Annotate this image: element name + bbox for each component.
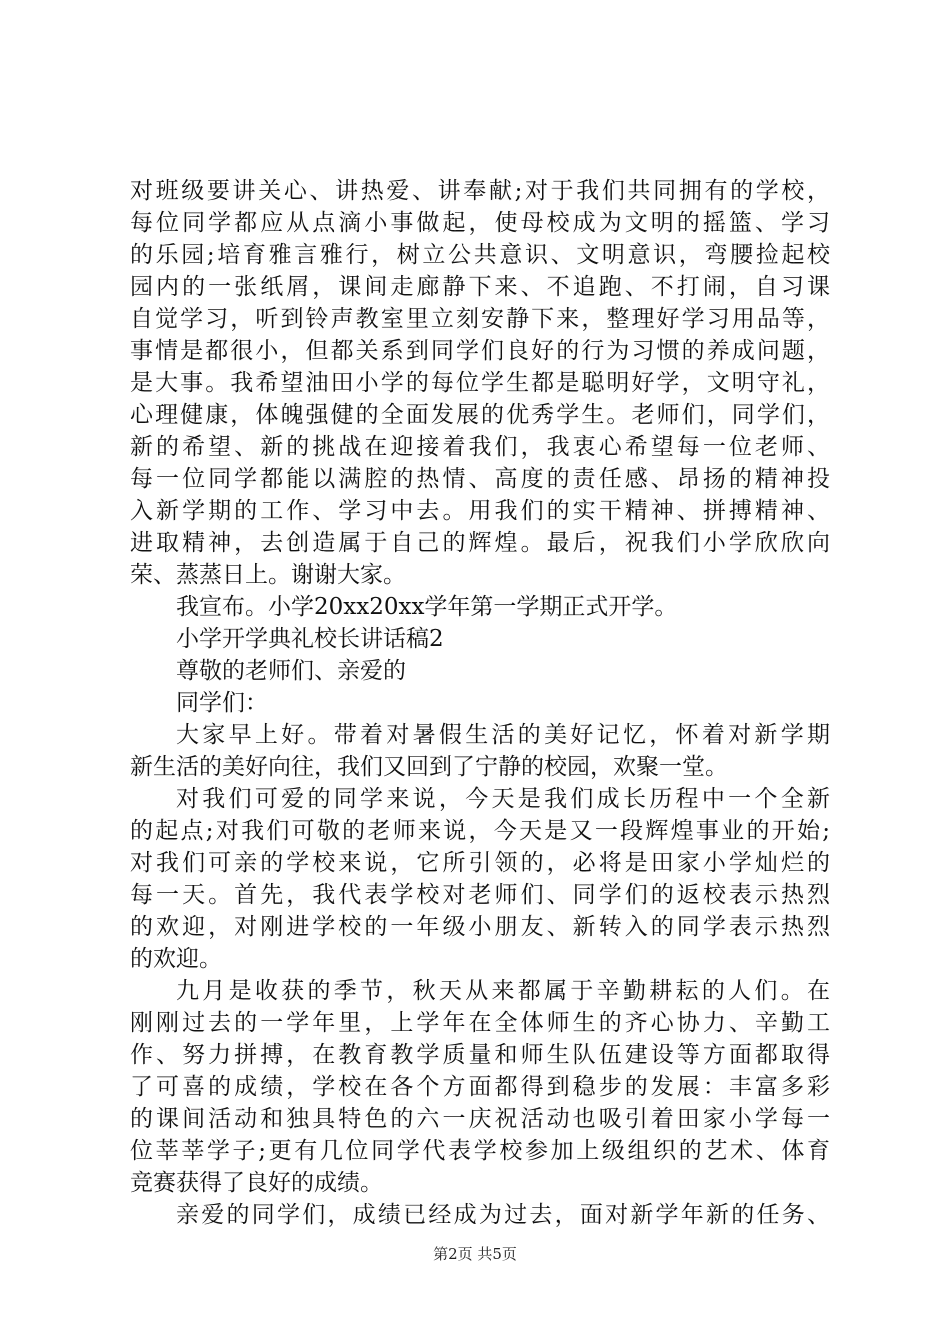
text-line: 是大事。我希望油田小学的每位学生都是聪明好学，文明守礼，: [130, 370, 830, 396]
text-line: 对班级要讲关心、讲热爱、讲奉献;对于我们共同拥有的学校，: [130, 178, 830, 204]
text-line: 进取精神，去创造属于自己的辉煌。最后，祝我们小学欣欣向: [130, 530, 830, 556]
page-footer: 第2页 共5页: [433, 1245, 517, 1263]
text-line: 的课间活动和独具特色的六一庆祝活动也吸引着田家小学每一: [130, 1106, 830, 1132]
text-line: 的乐园;培育雅言雅行，树立公共意识、文明意识，弯腰捡起校: [130, 242, 830, 268]
text-line: 的欢迎。: [130, 946, 222, 972]
text-line: 位莘莘学子;更有几位同学代表学校参加上级组织的艺术、体育: [130, 1138, 830, 1164]
text-line: 事情是都很小，但都关系到同学们良好的行为习惯的养成问题，: [130, 338, 830, 364]
text-line: 大家早上好。带着对暑假生活的美好记忆，怀着对新学期: [176, 722, 830, 748]
text-line: 每位同学都应从点滴小事做起，使母校成为文明的摇篮、学习: [130, 210, 830, 236]
text-line: 入新学期的工作、学习中去。用我们的实干精神、拼搏精神、: [130, 498, 830, 524]
text-line: 新的希望、新的挑战在迎接着我们，我衷心希望每一位老师、: [130, 434, 830, 460]
text-line: 了可喜的成绩，学校在各个方面都得到稳步的发展：丰富多彩: [130, 1074, 830, 1100]
text-line: 对我们可爱的同学来说，今天是我们成长历程中一个全新: [176, 786, 830, 812]
text-line: 新生活的美好向往，我们又回到了宁静的校园，欢聚一堂。: [130, 754, 728, 780]
text-line: 小学开学典礼校长讲话稿2: [176, 626, 444, 652]
text-line: 刚刚过去的一学年里，上学年在全体师生的齐心协力、辛勤工: [130, 1010, 830, 1036]
text-line: 每一天。首先，我代表学校对老师们、同学们的返校表示热烈: [130, 882, 830, 908]
text-line: 每一位同学都能以满腔的热情、高度的责任感、昂扬的精神投: [130, 466, 830, 492]
text-line: 竞赛获得了良好的成绩。: [130, 1170, 383, 1196]
text-line: 亲爱的同学们，成绩已经成为过去，面对新学年新的任务、: [176, 1202, 830, 1228]
text-line: 心理健康，体魄强健的全面发展的优秀学生。老师们，同学们，: [130, 402, 830, 428]
body-text: [130, 175, 830, 1231]
text-line: 尊敬的老师们、亲爱的: [176, 658, 406, 684]
text-line: 作、努力拼搏，在教育教学质量和师生队伍建设等方面都取得: [130, 1042, 830, 1068]
text-line: 的欢迎，对刚进学校的一年级小朋友、新转入的同学表示热烈: [130, 914, 830, 940]
text-line: 九月是收获的季节，秋天从来都属于辛勤耕耘的人们。在: [176, 978, 830, 1004]
text-line: 对我们可亲的学校来说，它所引领的，必将是田家小学灿烂的: [130, 850, 830, 876]
text-line: 自觉学习，听到铃声教室里立刻安静下来，整理好学习用品等，: [130, 306, 830, 332]
text-line: 同学们：: [176, 690, 268, 716]
text-line: 荣、蒸蒸日上。谢谢大家。: [130, 562, 406, 588]
text-line: 的起点;对我们可敬的老师来说，今天是又一段辉煌事业的开始;: [130, 818, 830, 844]
text-line: 园内的一张纸屑，课间走廊静下来、不追跑、不打闹，自习课: [130, 274, 830, 300]
text-line: 我宣布。小学20xx20xx学年第一学期正式开学。: [176, 594, 678, 620]
